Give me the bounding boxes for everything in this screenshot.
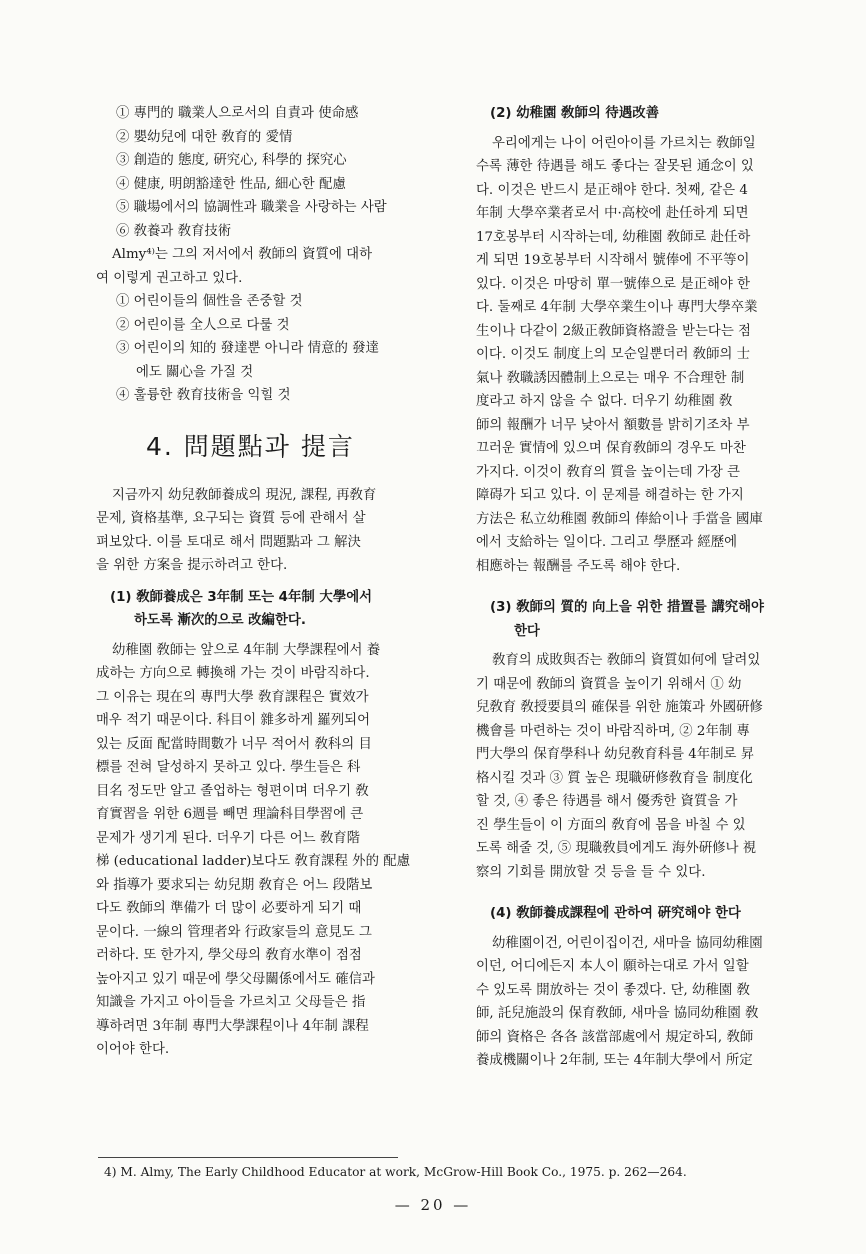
text-line: 門大學의 保育學科나 幼兒敎育科를 4年制로 昇 bbox=[476, 747, 755, 762]
list-item: ③ 어린이의 知的 發達뿐 아니라 情意的 發達 bbox=[116, 341, 379, 356]
text-line: 17호봉부터 시작하는데, 幼稚園 敎師로 赴任하 bbox=[476, 229, 751, 245]
intro-paragraph bbox=[96, 484, 456, 578]
text-line: 다. 둘째로 4年制 大學卒業生이나 專門大學卒業 bbox=[476, 300, 758, 315]
text-line: 氣나 敎職誘因體制上으로는 매우 不合理한 制 bbox=[476, 370, 745, 386]
text-line: 機會를 마련하는 것이 바람직하며, ② 2年制 專 bbox=[476, 723, 750, 739]
right-column bbox=[476, 102, 838, 1073]
text-line: 方法은 私立幼稚園 敎師의 俸給이나 手當을 國庫 bbox=[476, 511, 763, 527]
text-line: 게 되면 19호봉부터 시작해서 號俸에 不平等이 bbox=[476, 253, 750, 268]
text-line: 標를 전혀 달성하지 못하고 있다. 學生들은 科 bbox=[96, 760, 361, 775]
text-line: 師의 報酬가 너무 낮아서 額數를 밝히기조차 부 bbox=[476, 417, 750, 433]
text-line: 에서 支給하는 일이다. 그리고 學歷과 經歷에 bbox=[476, 535, 738, 550]
text-line: 年制 大學卒業者로서 中·高校에 赴任하게 되면 bbox=[476, 206, 749, 221]
text-line: 敎育의 成敗與否는 敎師의 資質如何에 달려있 bbox=[492, 653, 761, 668]
text-line: 높아지고 있기 때문에 學父母關係에서도 確信과 bbox=[96, 971, 375, 987]
text-line: 다. 이것은 반드시 是正해야 한다. 첫째, 같은 4 bbox=[476, 182, 748, 198]
list-item: ④ 健康, 明朗豁達한 性品, 細心한 配慮 bbox=[116, 176, 346, 192]
footnote: 4) M. Almy, The Early Childhood Educator at work, McGrow-Hill Book Co., 1975. p. 262—264. bbox=[104, 1165, 687, 1179]
text-line: 문이다. 一線의 管理者와 行政家들의 意見도 그 bbox=[96, 924, 372, 940]
text-line: 러하다. 또 한가지, 學父母의 敎育水準이 점점 bbox=[96, 948, 362, 963]
text-line: 이던, 어디에든지 本人이 願하는대로 가서 일할 bbox=[476, 959, 749, 974]
text-line: 수 있도록 開放하는 것이 좋겠다. 단, 幼稚園 敎 bbox=[476, 982, 750, 998]
text-line: 師, 託兒施設의 保育敎師, 새마을 協同幼稚園 敎 bbox=[476, 1006, 759, 1021]
text-line: 가지다. 이것이 敎育의 質을 높이는데 가장 큰 bbox=[476, 464, 740, 480]
text-line: 도록 해줄 것, ⑤ 現職敎員에게도 海外硏修나 視 bbox=[476, 841, 757, 856]
text-line: 兒敎育 敎授要員의 確保를 위한 施策과 外國硏修 bbox=[476, 700, 763, 715]
text-line: 매우 적기 때문이다. 科目이 雜多하게 羅列되어 bbox=[96, 713, 371, 728]
text-line: 문제가 생기게 된다. 더우기 다른 어느 敎育階 bbox=[96, 830, 360, 846]
paragraph-1 bbox=[96, 639, 456, 1062]
text-line: 지금까지 幼兒敎師養成의 現況, 課程, 再敎育 bbox=[112, 487, 377, 503]
text-line: 펴보았다. 이를 토대로 해서 問題點과 그 解決 bbox=[96, 534, 361, 550]
text-line: 格시킬 것과 ③ 質 높은 現職硏修敎育을 制度化 bbox=[476, 770, 753, 786]
list-item: ④ 훌륭한 敎育技術을 익힐 것 bbox=[116, 388, 291, 403]
list-item: ③ 創造的 態度, 硏究心, 科學的 探究心 bbox=[116, 153, 347, 168]
text-line: 成하는 方向으로 轉換해 가는 것이 바람직하다. bbox=[96, 666, 370, 681]
text-line: 梯 (educational ladder)보다도 敎育課程 外的 配慮 bbox=[96, 854, 411, 869]
text-line: 幼稚園 敎師는 앞으로 4年制 大學課程에서 養 bbox=[112, 642, 381, 658]
text-line: 障碍가 되고 있다. 이 문제를 해결하는 한 가지 bbox=[476, 488, 744, 503]
subheading-line: (2) 幼稚園 敎師의 待遇改善 bbox=[490, 106, 659, 121]
text-line: 師의 資格은 各各 該當部處에서 規定하되, 敎師 bbox=[476, 1029, 754, 1045]
subheading-2 bbox=[490, 102, 838, 126]
paragraph-2 bbox=[476, 132, 838, 579]
almy-list bbox=[96, 290, 456, 408]
text-line: 다도 敎師의 準備가 더 많이 必要하게 되기 때 bbox=[96, 901, 362, 916]
text-line: 여 이렇게 권고하고 있다. bbox=[96, 270, 243, 286]
text-line: 진 學生들이 이 方面의 敎育에 몸을 바칠 수 있 bbox=[476, 817, 746, 833]
text-line: 할 것, ④ 좋은 待遇를 해서 優秀한 資質을 가 bbox=[476, 794, 738, 809]
subheading-line: (3) 敎師의 質的 向上을 위한 措置를 講究해야 bbox=[490, 600, 764, 615]
text-line: 生이나 다같이 2級正敎師資格證을 받는다는 점 bbox=[476, 323, 751, 339]
text-line: 있다. 이것은 마땅히 單一號俸으로 是正해야 한 bbox=[476, 276, 751, 292]
list-item: ⑥ 敎養과 敎育技術 bbox=[116, 223, 232, 239]
text-line: 知識을 가지고 아이들을 가르치고 父母들은 指 bbox=[96, 995, 366, 1010]
text-line: 目名 정도만 알고 졸업하는 형편이며 더우기 敎 bbox=[96, 783, 369, 799]
text-line: 導하려면 3年制 專門大學課程이나 4年制 課程 bbox=[96, 1018, 369, 1034]
text-line: 養成機關이나 2年制, 또는 4年制大學에서 所定 bbox=[476, 1053, 753, 1068]
subheading-1 bbox=[110, 586, 456, 633]
text-line: 이다. 이것도 制度上의 모순일뿐더러 敎師의 士 bbox=[476, 347, 751, 362]
footnote-rule bbox=[98, 1157, 398, 1158]
left-column bbox=[96, 102, 456, 1062]
almy-paragraph bbox=[96, 243, 456, 290]
list-item: 에도 關心을 가질 것 bbox=[136, 364, 254, 380]
text-line: 있는 反面 配當時間數가 너무 적어서 敎科의 目 bbox=[96, 736, 372, 752]
text-line: 을 위한 方案을 提示하려고 한다. bbox=[96, 558, 288, 573]
list-item: ② 嬰幼兒에 대한 敎育的 愛情 bbox=[116, 129, 293, 145]
subheading-line: (4) 敎師養成課程에 관하여 硏究해야 한다 bbox=[490, 906, 741, 921]
subheading-line: 하도록 漸次的으로 改編한다. bbox=[134, 613, 306, 628]
list-item: ② 어린이를 全人으로 다룰 것 bbox=[116, 317, 290, 333]
text-line: 相應하는 報酬를 주도록 해야 한다. bbox=[476, 558, 681, 574]
text-line: 幼稚園이건, 어린이집이건, 새마을 協同幼稚園 bbox=[492, 935, 763, 951]
subheading-4 bbox=[490, 902, 838, 926]
text-line: 度라고 하지 않을 수 없다. 더우기 幼稚園 敎 bbox=[476, 394, 733, 409]
qualities-list bbox=[96, 102, 456, 243]
text-line: 문제, 資格基準, 요구되는 資質 등에 관해서 살 bbox=[96, 511, 366, 526]
paragraph-4 bbox=[476, 932, 838, 1073]
subheading-line: 한다 bbox=[514, 623, 540, 639]
page-number: — 20 — bbox=[394, 1196, 472, 1214]
section-title: 4. 問題點과 提言 bbox=[146, 431, 355, 461]
text-line: 察의 기회를 開放할 것 등을 들 수 있다. bbox=[476, 864, 706, 880]
text-line: 우리에게는 나이 어린아이를 가르치는 敎師일 bbox=[492, 135, 756, 151]
text-line: 기 때문에 敎師의 資質을 높이기 위해서 ① 幼 bbox=[476, 676, 742, 692]
text-line: 그 이유는 現在의 專門大學 敎育課程은 實效가 bbox=[96, 689, 369, 705]
text-line: Almy⁴⁾는 그의 저서에서 敎師의 資質에 대하 bbox=[112, 247, 373, 262]
list-item: ⑤ 職場에서의 協調性과 職業을 사랑하는 사람 bbox=[116, 200, 387, 215]
subheading-3 bbox=[490, 596, 838, 643]
text-line: 수록 薄한 待遇를 해도 좋다는 잘못된 通念이 있 bbox=[476, 159, 754, 174]
text-line: 와 指導가 要求되는 幼兒期 敎育은 어느 段階보 bbox=[96, 877, 373, 893]
text-line: 끄러운 實情에 있으며 保育敎師의 경우도 마찬 bbox=[476, 441, 746, 456]
subheading-line: (1) 敎師養成은 3年制 또는 4年制 大學에서 bbox=[110, 589, 373, 605]
text-line: 育實習을 위한 6週를 빼면 理論科目學習에 큰 bbox=[96, 807, 364, 822]
text-line: 이어야 한다. bbox=[96, 1042, 170, 1057]
list-item: ① 어린이들의 個性을 존중할 것 bbox=[116, 294, 303, 309]
paragraph-3 bbox=[476, 649, 838, 884]
list-item: ① 專門的 職業人으로서의 自責과 使命感 bbox=[116, 106, 359, 121]
